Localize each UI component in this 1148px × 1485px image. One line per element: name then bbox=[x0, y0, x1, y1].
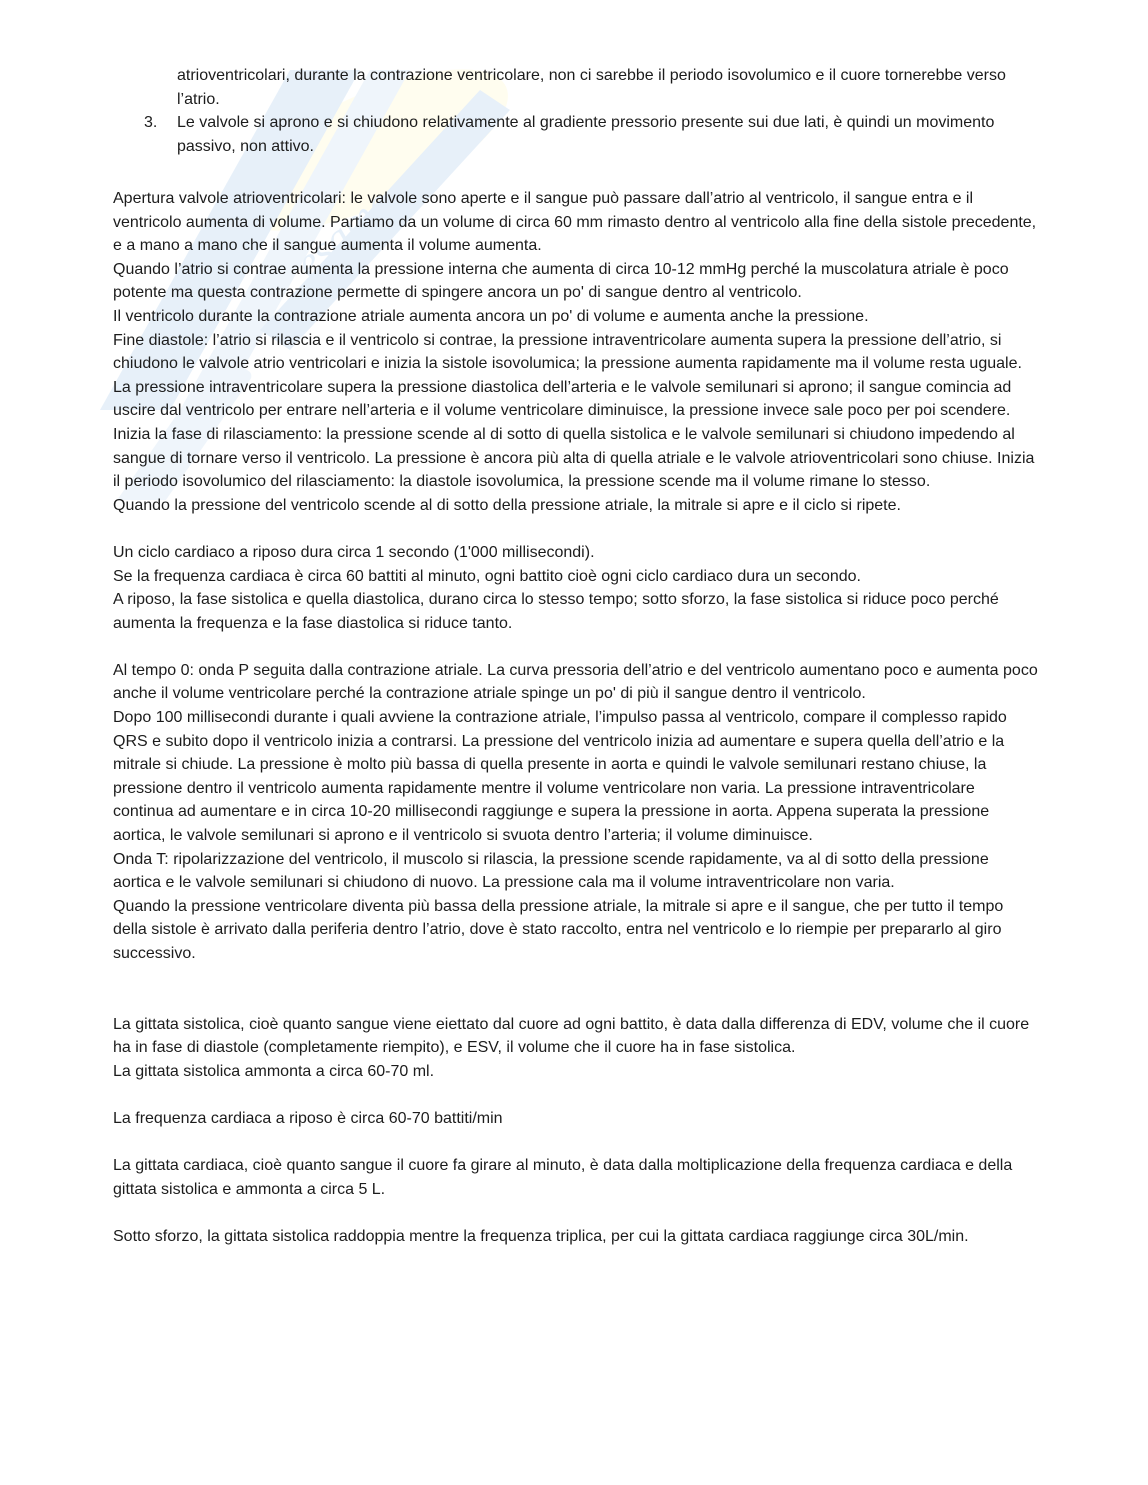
paragraph: La gittata sistolica, cioè quanto sangue viene eiettato dal cuore ad ogni battito, è data dalla differenza di EDV, volume che il cuore ha in fase di diastole (completamente riempito), e ESV, il volume che il cuore ha in fase sistolica. bbox=[113, 1015, 1030, 1057]
paragraph: Quando l’atrio si contrae aumenta la pressione interna che aumenta di circa 10-12 mmHg perché la muscolatura atriale è poco potente ma questa contrazione permette di spingere ancora un po' di sangue dentro al ventricolo. bbox=[113, 260, 1009, 302]
paragraph: Fine diastole: l’atrio si rilascia e il ventricolo si contrae, la pressione intraventricolare aumenta supera la pressione dell’atrio, si chiudono le valvole atrio ventricolari e inizia la sistole isovolumica; la pressione aumenta rapidamente ma il volume resta uguale. bbox=[113, 331, 1022, 373]
paragraph: Sotto sforzo, la gittata sistolica raddoppia mentre la frequenza triplica, per cui la gittata cardiaca raggiunge circa 30L/min. bbox=[113, 1228, 969, 1246]
paragraph: Al tempo 0: onda P seguita dalla contrazione atriale. La curva pressoria dell’atrio e del ventricolo aumentano poco e aumenta poco anche il volume ventricolare perché la contrazione atriale spinge un po' di più il sangue dentro il ventricolo. bbox=[113, 661, 1038, 703]
paragraph: Inizia la fase di rilasciamento: la pressione scende al di sotto di quella sistolica e le valvole semilunari si chiudono impedendo al sangue di tornare verso il ventricolo. La pressione è ancora più alta di quella atriale e le valvole atrioventricolari sono chiuse. Inizia il periodo isovolumico del rilasciamento: la diastole isovolumica, la pressione scende ma il volume rimane lo stesso. bbox=[113, 425, 1035, 491]
paragraph: La pressione intraventricolare supera la pressione diastolica dell’arteria e le valvole semilunari si aprono; il sangue comincia ad uscire dal ventricolo per entrare nell’arteria e il volume ventricolare diminuisce, la pressione invece sale poco per poi scendere. bbox=[113, 378, 1012, 420]
paragraph: Onda T: ripolarizzazione del ventricolo, il muscolo si rilascia, la pressione scende rapidamente, va al di sotto della pressione aortica e le valvole semilunari si chiudono di nuovo. La pressione cala ma il volume intraventricolare non varia. bbox=[113, 850, 989, 892]
paragraph: Quando la pressione ventricolare diventa più bassa della pressione atriale, la mitrale si apre e il sangue, che per tutto il tempo della sistole è arrivato dalla periferia dentro l’atrio, dove è stato raccolto, entra nel ventricolo e lo riempie per prepararlo al giro successivo. bbox=[113, 897, 1004, 962]
svg-text:esame: esame bbox=[284, 179, 401, 288]
list-item-3 bbox=[113, 111, 1043, 158]
list-item-continuation bbox=[113, 64, 1043, 111]
paragraph: A riposo, la fase sistolica e quella diastolica, durano circa lo stesso tempo; sotto sforzo, la fase sistolica si riduce poco perché aumenta la frequenza e la fase diastolica si riduce tanto. bbox=[113, 591, 999, 632]
numbered-list bbox=[113, 64, 1043, 158]
paragraph: Dopo 100 millisecondi durante i quali avviene la contrazione atriale, l’impulso passa al ventricolo, compare il complesso rapido QRS e subito dopo il ventricolo inizia a contrarsi. La pressione del ventricolo inizia ad aumentare e supera quella dell’atrio e la mitrale si chiude. La pressione è molto più bassa di quella presente in aorta e quindi le valvole semilunari restano chiuse, la pressione dentro il ventricolo aumenta rapidamente mentre il volume ventricolare non varia. La pressione intraventricolare continua ad aumentare e in circa 10-20 millisecondi raggiunge e supera la pressione in aorta. Appena superata la pressione aortica, le valvole semilunari si aprono e il ventricolo si svuota dentro l’arteria; il volume diminuisce. bbox=[113, 709, 1007, 845]
list-continuation-text: atrioventricolari, durante la contrazione ventricolare, non ci sarebbe il periodo isovolumico e il cuore tornerebbe verso l’atrio. bbox=[177, 67, 1006, 108]
body-text bbox=[113, 187, 1038, 1249]
paragraph: Apertura valvole atrioventricolari: le valvole sono aperte e il sangue può passare dall’atrio al ventricolo, il sangue entra e il ventricolo aumenta di volume. Partiamo da un volume di circa 60 mm rimasto dentro al ventricolo alla fine della sistole precedente, e a mano a mano che il sangue aumenta il volume aumenta. bbox=[113, 190, 1037, 255]
paragraph: Quando la pressione del ventricolo scende al di sotto della pressione atriale, la mitrale si apre e il ciclo si ripete. bbox=[113, 496, 901, 514]
paragraph: Il ventricolo durante la contrazione atriale aumenta ancora un po' di volume e aumenta anche la pressione. bbox=[113, 307, 869, 325]
list-number: 3. bbox=[144, 114, 158, 132]
paragraph: Un ciclo cardiaco a riposo dura circa 1 secondo (1'000 millisecondi). bbox=[113, 543, 595, 561]
paragraph: La frequenza cardiaca a riposo è circa 60-70 battiti/min bbox=[113, 1110, 503, 1128]
list-item-text: Le valvole si aprono e si chiudono relativamente al gradiente pressorio presente sui due lati, è quindi un movimento passivo, non attivo. bbox=[177, 114, 995, 155]
paragraph: La gittata cardiaca, cioè quanto sangue il cuore fa girare al minuto, è data dalla moltiplicazione della frequenza cardiaca e della gittata sistolica e ammonta a circa 5 L. bbox=[113, 1157, 1013, 1198]
paragraph: Se la frequenza cardiaca è circa 60 battiti al minuto, ogni battito cioè ogni ciclo cardiaco dura un secondo. bbox=[113, 567, 861, 585]
paragraph: La gittata sistolica ammonta a circa 60-70 ml. bbox=[113, 1062, 435, 1080]
